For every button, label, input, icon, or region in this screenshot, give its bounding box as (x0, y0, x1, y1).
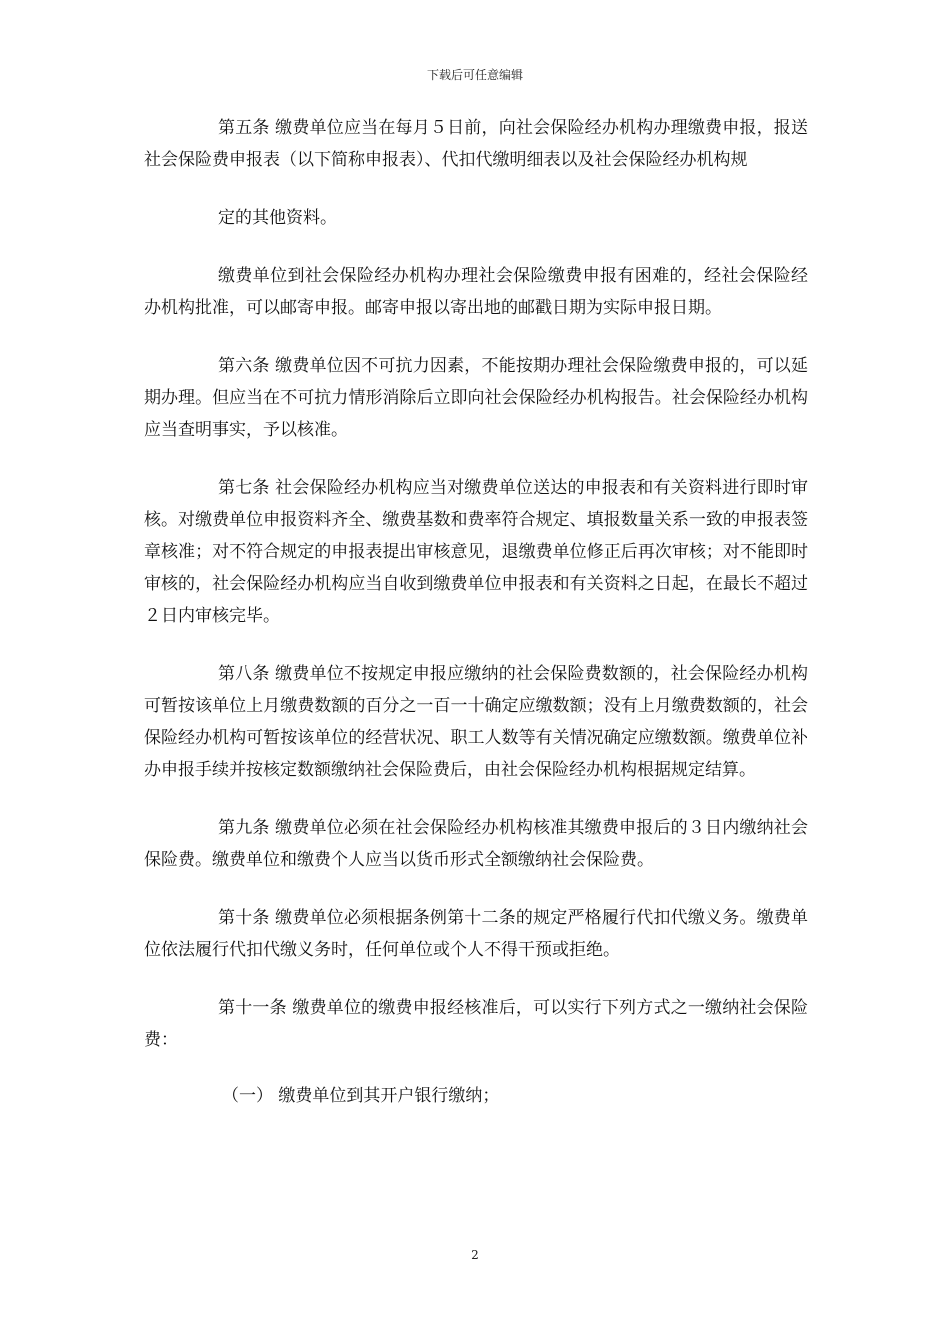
page-number: 2 (471, 1248, 479, 1262)
article-6-paragraph: 第六条 缴费单位因不可抗力因素，不能按期办理社会保险缴费申报的，可以延期办理。但应当在不可抗力情形消除后立即向社会保险经办机构报告。社会保险经办机构应当查明事实，予以核准。 (144, 356, 808, 440)
article-7-paragraph: 第七条 社会保险经办机构应当对缴费单位送达的申报表和有关资料进行即时审核。对缴费单位申报资料齐全、缴费基数和费率符合规定、填报数量关系一致的申报表签章核准；对不符合规定的申报表提出审核意见，退缴费单位修正后再次审核；对不能即时审核的，社会保险经办机构应当自收到缴费单位申报表和有关资料之日起，在最长不超过２日内审核完毕。 (144, 478, 808, 626)
article-5-mail-paragraph: 缴费单位到社会保险经办机构办理社会保险缴费申报有困难的，经社会保险经办机构批准，可以邮寄申报。邮寄申报以寄出地的邮戳日期为实际申报日期。 (144, 266, 808, 318)
article-8-paragraph: 第八条 缴费单位不按规定申报应缴纳的社会保险费数额的，社会保险经办机构可暂按该单位上月缴费数额的百分之一百一十确定应缴数额；没有上月缴费数额的，社会保险经办机构可暂按该单位的经营状况、职工人数等有关情况确定应缴数额。缴费单位补办申报手续并按核定数额缴纳社会保险费后，由社会保险经办机构根据规定结算。 (144, 664, 808, 780)
article-11-paragraph: 第十一条 缴费单位的缴费申报经核准后，可以实行下列方式之一缴纳社会保险费： (144, 998, 808, 1050)
list-item: （一） 缴费单位到其开户银行缴纳； (222, 1086, 500, 1106)
page-header: 下载后可任意编辑 (426, 68, 523, 82)
article-10-paragraph: 第十条 缴费单位必须根据条例第十二条的规定严格履行代扣代缴义务。缴费单位依法履行代扣代缴义务时，任何单位或个人不得干预或拒绝。 (144, 908, 808, 960)
article-5-paragraph: 第五条 缴费单位应当在每月５日前，向社会保险经办机构办理缴费申报，报送社会保险费申报表（以下简称申报表）、代扣代缴明细表以及社会保险经办机构规 (144, 118, 808, 170)
document-body (144, 112, 808, 1112)
article-5-continuation: 定的其他资料。 (218, 208, 337, 228)
article-9-paragraph: 第九条 缴费单位必须在社会保险经办机构核准其缴费申报后的３日内缴纳社会保险费。缴费单位和缴费个人应当以货币形式全额缴纳社会保险费。 (144, 818, 808, 870)
